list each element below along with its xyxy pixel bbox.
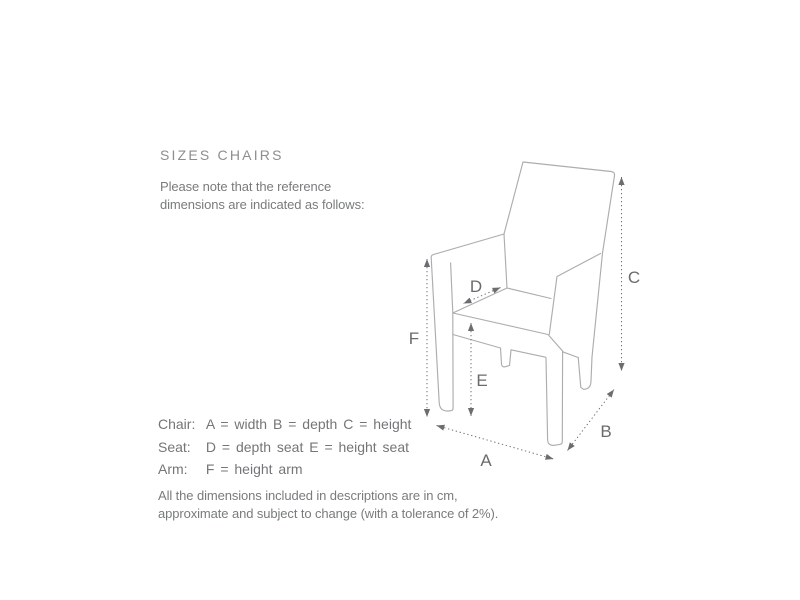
dimension-arrows: [427, 177, 622, 459]
chair-right-arm: [549, 254, 600, 335]
dimension-label-height-C: C: [627, 268, 641, 287]
dimension-label-arm-height-F: F: [408, 329, 420, 348]
chair-seat-back-edge: [507, 288, 551, 299]
legend-label-arm: Arm:: [158, 461, 188, 477]
dimension-labels: [409, 268, 640, 470]
chair-side-apron: [563, 352, 579, 358]
chair-backrest-left-edge: [504, 162, 523, 288]
dimension-line-width-A: [437, 426, 554, 460]
legend-label-chair: Chair:: [158, 416, 196, 432]
chair-outline: [431, 162, 614, 445]
dimension-label-seat-height-E: E: [476, 371, 488, 390]
legend-definition-seat: D = depth seat E = height seat: [205, 438, 410, 455]
chair-front-right-leg: [546, 352, 563, 445]
legend-label-seat: Seat:: [158, 438, 191, 455]
dimension-label-seat-depth-D: D: [469, 277, 483, 296]
footnote-line-1: All the dimensions included in descriptions are in cm,: [158, 488, 458, 503]
page-title: SIZES CHAIRS: [160, 147, 284, 163]
dimension-label-depth-B: B: [600, 422, 612, 441]
legend-definition-chair: A = width B = depth C = height: [205, 416, 412, 432]
footnote-line-2: approximate and subject to change (with a tolerance of 2%).: [158, 505, 499, 521]
intro-line-1: Please note that the reference: [160, 179, 332, 194]
legend-definition-arm: F = height arm: [205, 461, 303, 477]
dimension-label-width-A: A: [480, 451, 492, 470]
intro-line-2: dimensions are indicated as follows:: [160, 196, 365, 212]
chair-front-apron-with-notch: [453, 335, 546, 367]
dimension-line-depth-B: [568, 390, 615, 451]
